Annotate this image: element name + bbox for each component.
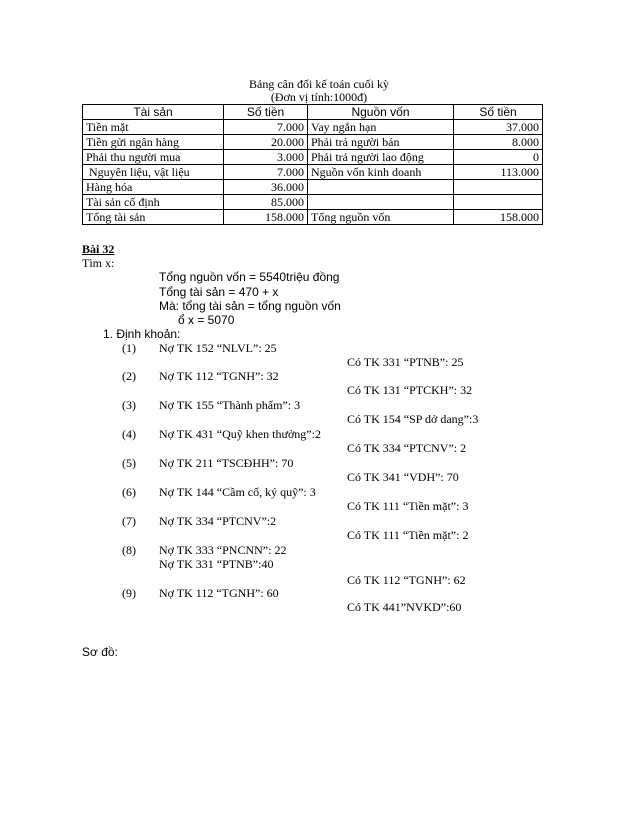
table-row [83,150,543,165]
entry-number: (4) [122,427,136,441]
table-cell: 158.000 [224,210,308,225]
credit-line: Có TK 341 “VDH”: 70 [347,470,459,484]
table-cell: 158.000 [454,210,543,225]
document-title: Bảng cân đối kế toán cuối kỳ [249,77,389,91]
entry-number: (3) [122,398,136,412]
credit-line: Có TK 112 “TGNH”: 62 [347,573,466,587]
debit-line: Nợ TK 112 “TGNH”: 32 [159,369,279,383]
table-row [83,180,543,195]
table-cell [308,195,454,210]
entry-number: (1) [122,341,136,355]
debit-line: Nợ TK 152 “NLVL”: 25 [159,341,277,355]
calc-line: Tổng tài sản = 470 + x [159,285,279,299]
find-x-label: Tìm x: [82,256,115,270]
diagram-heading: Sơ đồ: [82,645,118,659]
debit-line: Nợ TK 334 “PTCNV”:2 [159,514,277,528]
table-cell: Phải trả người bán [308,135,454,150]
table-cell: Phải trả người lao động [308,150,454,165]
table-cell: Tiền gửi ngân hàng [83,135,224,150]
calc-line: ổ x = 5070 [178,313,235,327]
table-cell: 37.000 [454,120,543,135]
table-cell: Nguyên liệu, vật liệu [83,165,224,180]
credit-line: Có TK 111 “Tiền mặt”: 2 [347,528,469,542]
section-heading: 1. Định khoản: [103,327,181,341]
debit-line: Nợ TK 144 “Cầm cố, ký quỹ”: 3 [159,485,316,499]
table-cell: 8.000 [454,135,543,150]
debit-line: Nợ TK 431 “Quỹ khen thưởng”:2 [159,427,321,441]
table-cell: 0 [454,150,543,165]
credit-line: Có TK 334 “PTCNV”: 2 [347,441,467,455]
credit-line: Có TK 331 “PTNB”: 25 [347,355,464,369]
table-cell: 3.000 [224,150,308,165]
column-header: Số tiền [454,105,543,120]
entry-number: (5) [122,456,136,470]
debit-line: Nợ TK 112 “TGNH”: 60 [159,586,279,600]
credit-line: Có TK 131 “PTCKH”: 32 [347,383,473,397]
table-cell: 7.000 [224,120,308,135]
table-cell: Hàng hóa [83,180,224,195]
table-row [83,165,543,180]
unit-note: (Đơn vị tính:1000đ) [270,90,368,104]
calc-line: Mà: tổng tài sản = tổng nguồn vốn [159,299,341,313]
table-cell: Tài sản cố định [83,195,224,210]
table-row [83,135,543,150]
table-cell: Tiền mặt [83,120,224,135]
table-cell: 113.000 [454,165,543,180]
table-header-row [83,105,543,120]
debit-line: Nợ TK 211 “TSCĐHH”: 70 [159,456,294,470]
table-cell: 20.000 [224,135,308,150]
credit-line: Có TK 111 “Tiền mặt”: 3 [347,499,469,513]
entry-number: (2) [122,369,136,383]
exercise-title: Bài 32 [82,242,115,256]
table-cell [454,195,543,210]
balance-sheet-table [82,104,543,225]
table-cell: Nguồn vốn kinh doanh [308,165,454,180]
table-cell: 36.000 [224,180,308,195]
column-header: Tài sản [83,105,224,120]
table-cell: Tổng nguồn vốn [308,210,454,225]
table-row [83,120,543,135]
debit-line: Nợ TK 333 “PNCNN”: 22 [159,543,287,557]
entry-number: (7) [122,514,136,528]
table-cell: Vay ngắn hạn [308,120,454,135]
table-cell [308,180,454,195]
table-row [83,210,543,225]
calc-line: Tổng nguồn vốn = 5540triệu đồng [159,270,340,284]
column-header: Nguồn vốn [308,105,454,120]
entry-number: (9) [122,586,136,600]
table-cell: 7.000 [224,165,308,180]
entry-number: (6) [122,485,136,499]
credit-line: Có TK 154 “SP dở dang”:3 [347,412,479,426]
table-cell: 85.000 [224,195,308,210]
table-cell: Tổng tài sản [83,210,224,225]
table-row [83,195,543,210]
debit-line: Nợ TK 155 “Thành phẩm”: 3 [159,398,301,412]
credit-line: Có TK 441”NVKD”:60 [347,600,462,614]
column-header: Số tiền [224,105,308,120]
debit-line: Nợ TK 331 “PTNB”:40 [159,557,274,571]
table-cell: Phải thu người mua [83,150,224,165]
entry-number: (8) [122,543,136,557]
table-cell [454,180,543,195]
